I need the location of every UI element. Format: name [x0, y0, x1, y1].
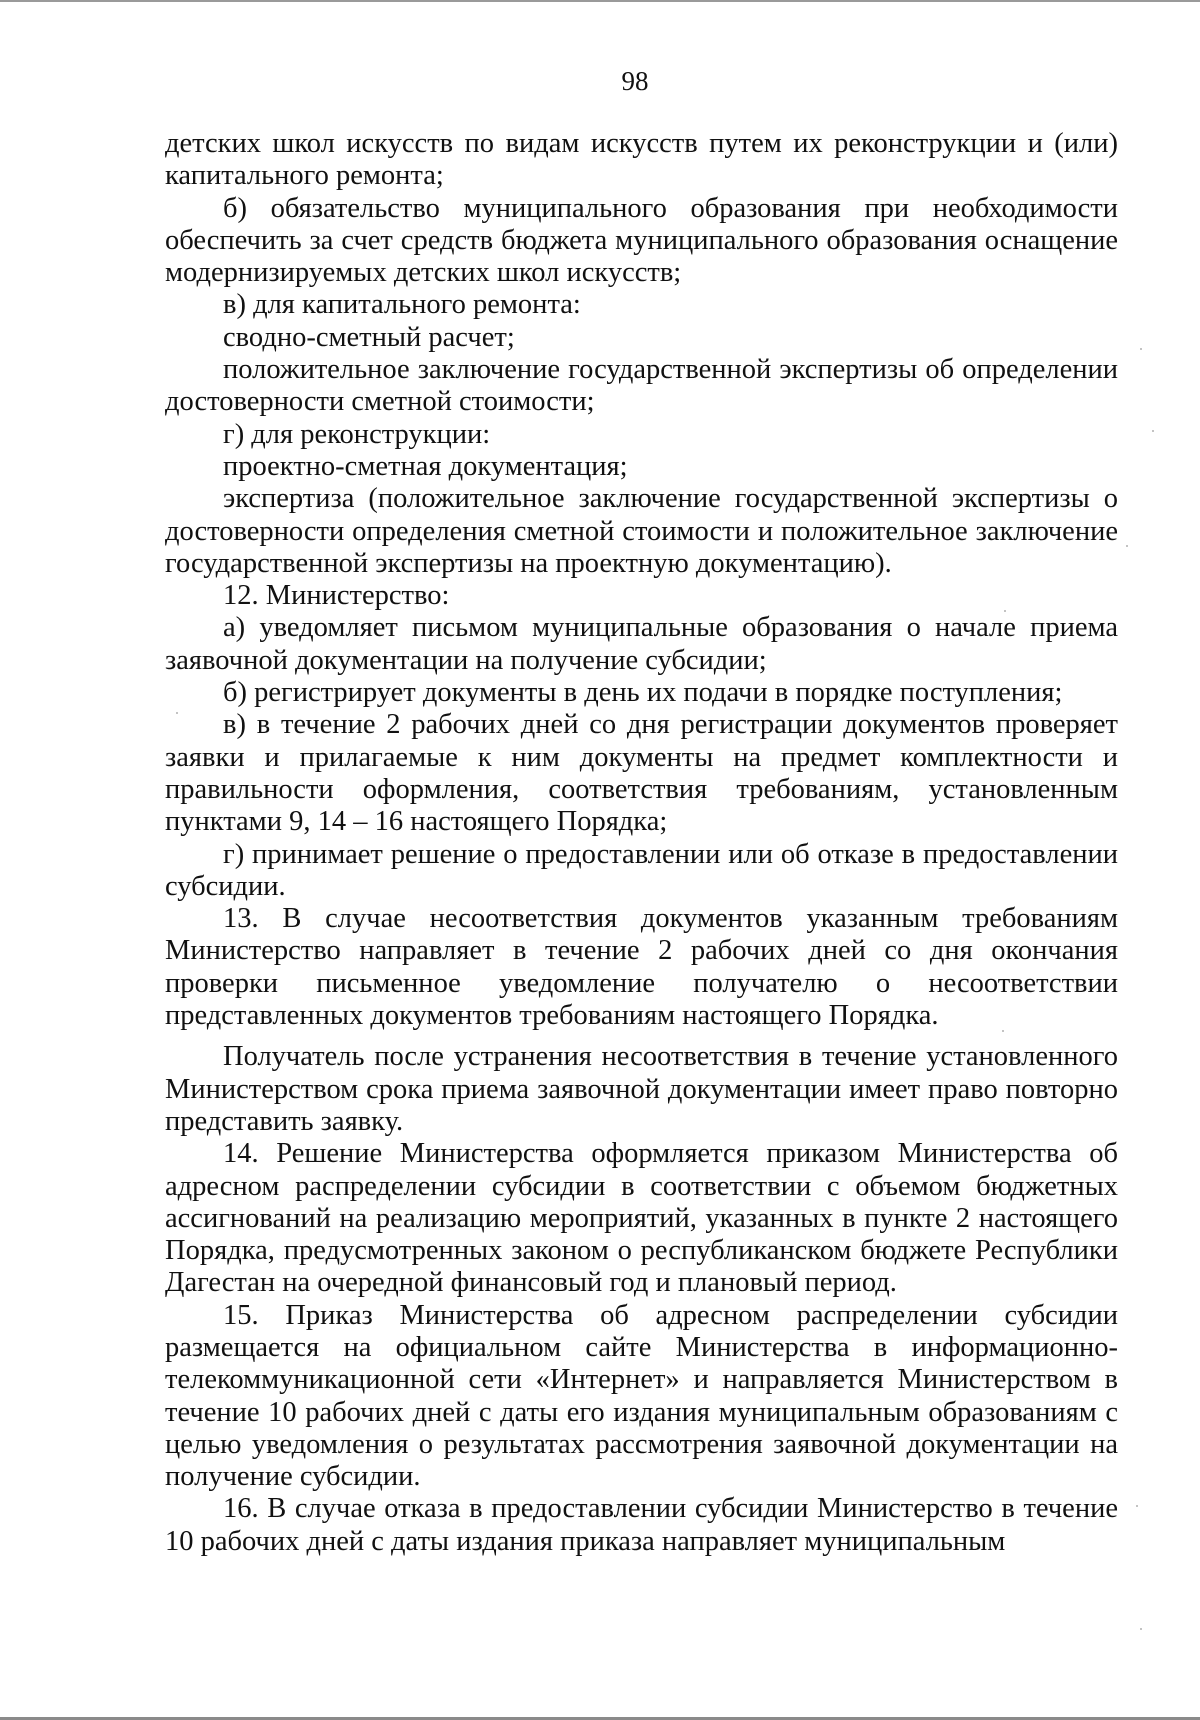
paragraph-section-12: 12. Министерство: — [223, 580, 450, 612]
paragraph-section-13: 13. В случае несоответствия документов указанным требованиям Министерство направляет в течение 2 рабочих дней со дня окончания проверки письменное уведомление получателю о несоответствии представленных документов требованиям настоящего Порядка. — [165, 903, 1118, 1032]
paragraph-item-g-reconstruction: г) для реконструкции: — [223, 418, 491, 450]
paragraph-recipient-resubmit: Получатель после устранения несоответствия в течение установленного Министерством срока приема заявочной документации имеет право повторно представить заявку. — [165, 1041, 1118, 1137]
paragraph-12-a: а) уведомляет письмом муниципальные образования о начале приема заявочной документации на получение субсидии; — [165, 612, 1118, 676]
scan-speck — [1004, 610, 1006, 612]
scan-speck — [1002, 1030, 1004, 1032]
paragraph-design-documentation: проектно-сметная документация; — [223, 450, 628, 482]
paragraph-12-g: г) принимает решение о предоставлении или об отказе в предоставлении субсидии. — [165, 838, 1118, 902]
scan-edge-top — [0, 0, 1200, 2]
paragraph-section-15: 15. Приказ Министерства об адресном распределении субсидии размещается на официальном сайте Министерства в информационно-телекоммуникационной сети «Интернет» и направляется Министерством в течение 10 рабочих дней с даты его издания муниципальным образованиям с целью уведомления о результатах рассмотрения заявочной документации на получение субсидии. — [165, 1299, 1118, 1493]
paragraph-item-v-capital-repair: в) для капитального ремонта: — [223, 289, 581, 321]
document-body — [165, 128, 1118, 1558]
paragraph-section-16: 16. В случае отказа в предоставлении субсидии Министерство в течение 10 рабочих дней с даты издания приказа направляет муниципальным — [165, 1493, 1118, 1557]
paragraph-12-v: в) в течение 2 рабочих дней со дня регистрации документов проверяет заявки и прилагаемые к ним документы на предмет комплектности и правильности оформления, соответствия требованиям, установленным пунктами 9, 14 – 16 настоящего Порядка; — [165, 709, 1118, 838]
paragraph-item-b-obligation: б) обязательство муниципального образования при необходимости обеспечить за счет средств бюджета муниципального образования оснащение модернизируемых детских школ искусств; — [165, 192, 1118, 289]
paragraph-estimate: сводно-сметный расчет; — [223, 321, 515, 353]
page-number: 98 — [621, 66, 649, 96]
paragraph-12-b: б) регистрирует документы в день их подачи в порядке поступления; — [223, 677, 1063, 709]
scan-speck — [1140, 1628, 1142, 1630]
scan-speck — [1126, 545, 1128, 547]
paragraph-positive-conclusion: положительное заключение государственной экспертизы об определении достоверности сметной стоимости; — [165, 354, 1118, 418]
scan-speck — [1152, 430, 1154, 432]
scan-speck — [1136, 1505, 1138, 1507]
scan-speck — [1140, 348, 1142, 350]
paragraph-section-14: 14. Решение Министерства оформляется приказом Министерства об адресном распределении субсидии в соответствии с объемом бюджетных ассигнований на реализацию мероприятий, указанных в пункте 2 настоящего Порядка, предусмотренных законом о республиканском бюджете Республики Дагестан на очередной финансовый год и плановый период. — [165, 1138, 1118, 1299]
paragraph-expertise: экспертиза (положительное заключение государственной экспертизы о достоверности определения сметной стоимости и положительное заключение государственной экспертизы на проектную документацию). — [165, 483, 1118, 579]
paragraph-continuation: детских школ искусств по видам искусств путем их реконструкции и (или) капитального ремонта; — [165, 128, 1118, 192]
scan-speck — [176, 712, 178, 714]
